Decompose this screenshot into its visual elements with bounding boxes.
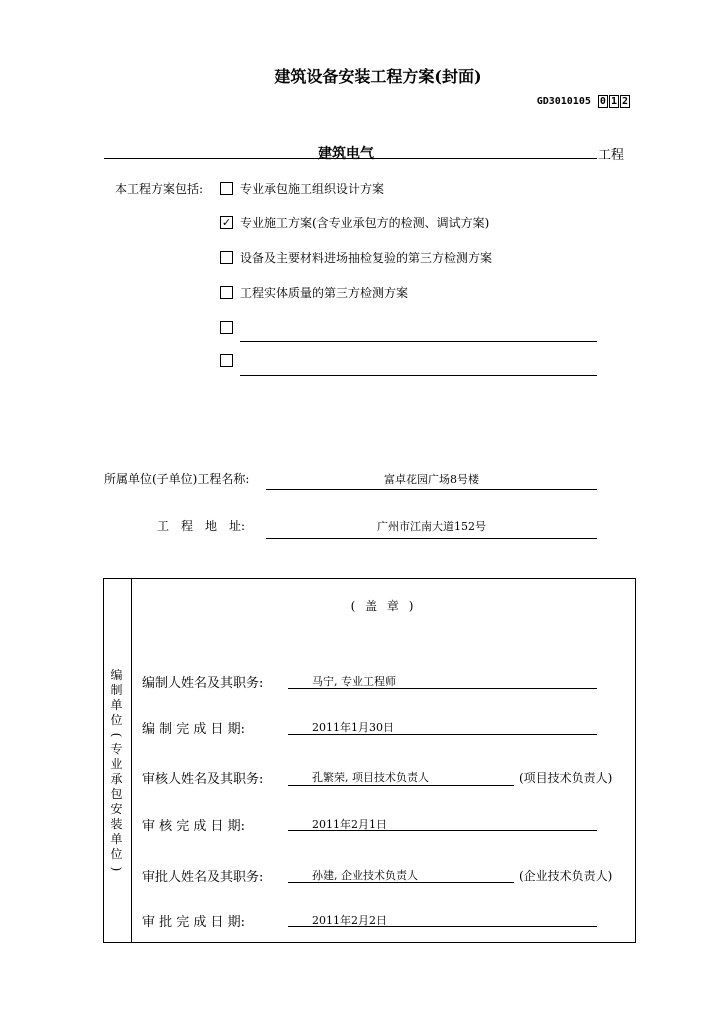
form-code-box-1: 1: [610, 96, 617, 107]
row-underline-3: [288, 830, 597, 831]
option-blank-line-4: [240, 341, 597, 342]
row-note-4: (企业技术负责人): [519, 869, 613, 883]
side-label-char: 安: [110, 802, 123, 816]
signature-box-divider: [131, 579, 132, 942]
side-label-char: 业: [110, 757, 123, 771]
form-code-prefix: GD3010105: [536, 96, 591, 107]
address-label: 工 程 地 址:: [157, 519, 246, 533]
row-underline-0: [288, 688, 597, 689]
row-value-3: 2011年2月1日: [312, 818, 387, 831]
sub-unit-label: 所属单位(子单位)工程名称:: [104, 472, 250, 486]
form-code: [537, 95, 630, 108]
option-checkbox-0[interactable]: [220, 182, 233, 195]
side-label-char: 单: [110, 832, 123, 846]
option-label-0: 专业承包施工组织设计方案: [240, 182, 385, 196]
side-label-char: 制: [110, 683, 123, 697]
row-label-0: 编制人姓名及其职务:: [142, 676, 264, 691]
row-value-2: 孔繁荣, 项目技术负责人: [312, 771, 429, 784]
option-label-1: 专业施工方案(含专业承包方的检测、调试方案): [240, 216, 490, 230]
row-value-1: 2011年1月30日: [312, 721, 394, 734]
side-label-char: 位: [110, 713, 123, 727]
side-label-char: 包: [110, 787, 123, 801]
form-code-box-0: 0: [599, 96, 606, 107]
row-note-2: (项目技术负责人): [519, 771, 613, 785]
row-label-1: 编 制 完 成 日 期:: [142, 722, 246, 737]
side-label-char: 位: [110, 847, 123, 861]
form-code-box-2: 2: [621, 96, 628, 107]
address-underline: [266, 538, 597, 539]
side-label-char: 编: [110, 668, 123, 682]
option-label-2: 设备及主要材料进场抽检复验的第三方检测方案: [240, 251, 493, 265]
side-label-char: 单: [110, 698, 123, 712]
address-value: 广州市江南大道152号: [377, 520, 486, 533]
row-value-4: 孙建, 企业技术负责人: [312, 869, 418, 882]
project-name: 建筑电气: [318, 146, 374, 162]
stamp-label: ( 盖 章 ): [350, 599, 417, 613]
row-value-5: 2011年2月2日: [312, 914, 387, 927]
option-checkbox-1[interactable]: ✓: [221, 216, 232, 229]
row-label-5: 审 批 完 成 日 期:: [142, 915, 246, 930]
option-checkbox-2[interactable]: [220, 251, 233, 264]
row-label-3: 审 核 完 成 日 期:: [142, 819, 246, 834]
side-label-char: 承: [110, 772, 123, 786]
row-label-4: 审批人姓名及其职务:: [142, 870, 264, 885]
row-underline-4: [288, 882, 514, 883]
sub-unit-underline: [266, 489, 597, 490]
document-title: 建筑设备安装工程方案(封面): [274, 67, 482, 86]
option-checkbox-4[interactable]: [220, 321, 233, 334]
option-checkbox-5[interactable]: [220, 354, 233, 367]
side-label-paren-close: ): [109, 866, 124, 872]
option-label-3: 工程实体质量的第三方检测方案: [240, 286, 409, 300]
row-underline-2: [288, 785, 514, 786]
includes-label: 本工程方案包括:: [115, 182, 204, 196]
row-value-0: 马宁, 专业工程师: [312, 675, 396, 688]
row-underline-5: [288, 926, 597, 927]
option-checkbox-3[interactable]: [220, 286, 233, 299]
side-label: [104, 668, 129, 876]
side-label-char: 专: [110, 742, 123, 756]
row-label-2: 审核人姓名及其职务:: [142, 772, 264, 787]
row-underline-1: [288, 734, 597, 735]
signature-box: [103, 578, 636, 943]
project-name-suffix: 工程: [598, 148, 625, 163]
side-label-char: 装: [110, 817, 123, 831]
sub-unit-value: 富卓花园广场8号楼: [384, 473, 479, 486]
side-label-paren-open: (: [109, 732, 124, 738]
option-blank-line-5: [240, 375, 597, 376]
